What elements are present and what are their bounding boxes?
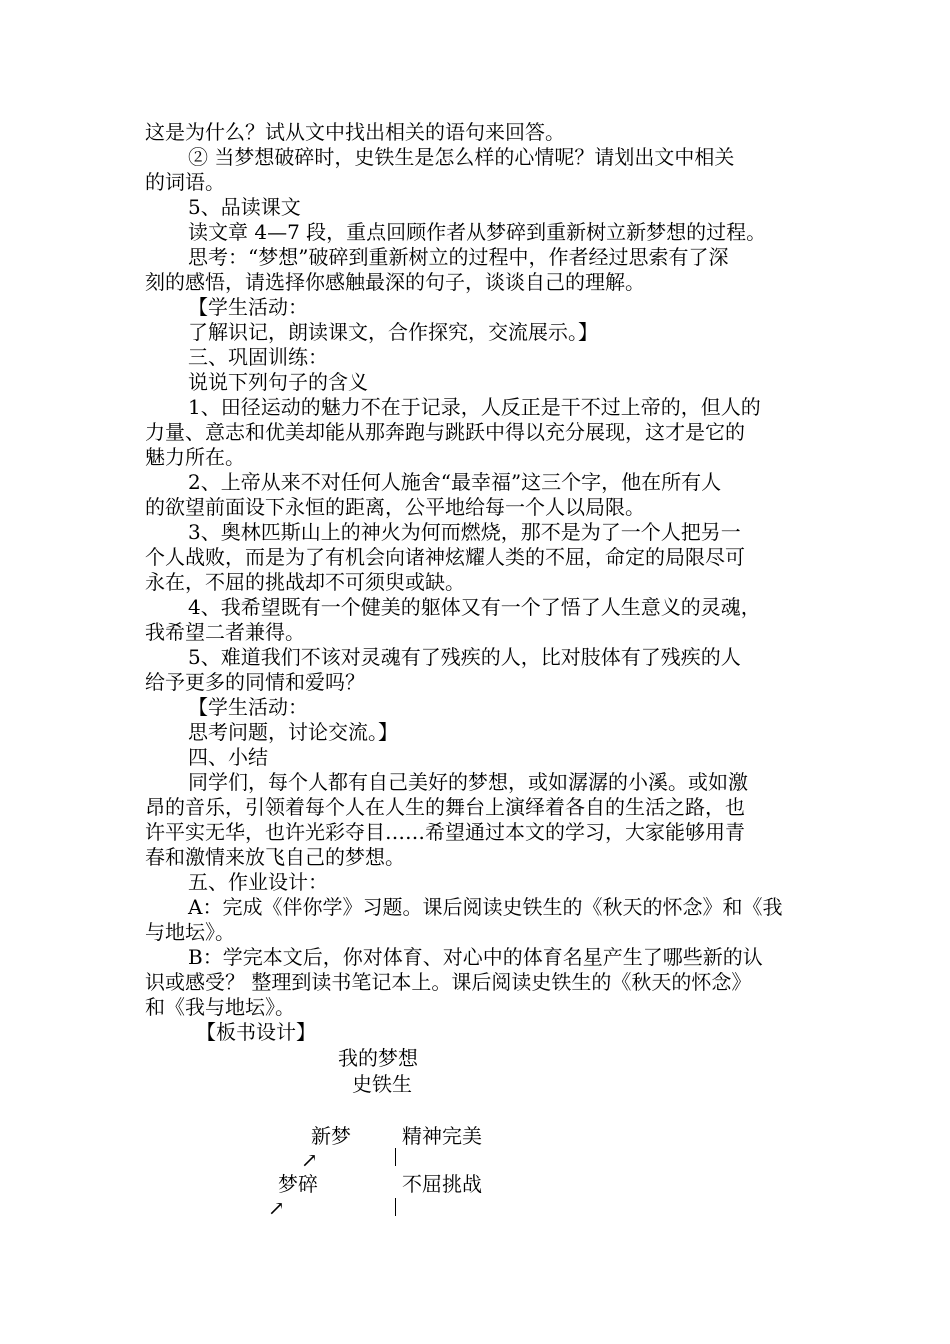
text-line: 【学生活动： xyxy=(188,695,308,719)
text-line: 四、小结 xyxy=(188,745,268,769)
board-broken-dream: 梦碎 xyxy=(278,1172,318,1196)
text-line: 魅力所在。 xyxy=(145,445,245,469)
text-line: 思考：“梦想”破碎到重新树立的过程中，作者经过思索有了深 xyxy=(188,245,729,269)
text-line: 这是为什么？试从文中找出相关的语句来回答。 xyxy=(145,120,565,144)
arrow-up-right-icon: ↗ xyxy=(301,1148,318,1172)
text-line: 五、作业设计： xyxy=(188,870,328,894)
text-line: 4、我希望既有一个健美的躯体又有一个了悟了人生意义的灵魂， xyxy=(188,595,761,619)
text-line: 同学们，每个人都有自己美好的梦想，或如潺潺的小溪。或如激 xyxy=(188,770,748,794)
text-line: 了解识记，朗读课文，合作探究，交流展示。】 xyxy=(188,320,598,344)
vertical-line-divider xyxy=(395,1198,396,1216)
text-line: ② 当梦想破碎时，史铁生是怎么样的心情呢？请划出文中相关 xyxy=(188,145,735,169)
text-line: 和《我与地坛》。 xyxy=(145,995,295,1019)
text-line: 2、上帝从来不对任何人施舍“最幸福”这三个字，他在所有人 xyxy=(188,470,722,494)
text-line: 思考问题，讨论交流。】 xyxy=(188,720,398,744)
text-line: 的词语。 xyxy=(145,170,225,194)
text-line: B：学完本文后，你对体育、对心中的体育名星产生了哪些新的认 xyxy=(188,945,763,969)
text-line: 说说下列句子的含义 xyxy=(188,370,368,394)
text-line: A：完成《伴你学》习题。课后阅读史铁生的《秋天的怀念》和《我 xyxy=(188,895,783,919)
text-line: 【板书设计】 xyxy=(196,1020,316,1044)
text-line: 读文章 4—7 段，重点回顾作者从梦碎到重新树立新梦想的过程。 xyxy=(188,220,767,244)
text-line: 与地坛》。 xyxy=(145,920,235,944)
board-unyielding: 不屈挑战 xyxy=(402,1172,482,1196)
text-line: 许平实无华，也许光彩夺目……希望通过本文的学习，大家能够用青 xyxy=(145,820,745,844)
board-new-dream: 新梦 xyxy=(311,1124,351,1148)
text-line: 1、田径运动的魅力不在于记录，人反正是干不过上帝的，但人的 xyxy=(188,395,761,419)
text-line: 春和激情来放飞自己的梦想。 xyxy=(145,845,405,869)
text-line: 我希望二者兼得。 xyxy=(145,620,305,644)
board-author: 史铁生 xyxy=(352,1072,412,1096)
text-line: 5、难道我们不该对灵魂有了残疾的人，比对肢体有了残疾的人 xyxy=(188,645,741,669)
text-line: 3、奥林匹斯山上的神火为何而燃烧，那不是为了一个人把另一 xyxy=(188,520,741,544)
text-line: 三、巩固训练： xyxy=(188,345,328,369)
text-line: 识或感受？ 整理到读书笔记本上。课后阅读史铁生的《秋天的怀念》 xyxy=(145,970,752,994)
text-line: 个人战败，而是为了有机会向诸神炫耀人类的不屈，命定的局限尽可 xyxy=(145,545,745,569)
text-line: 昂的音乐，引领着每个人在人生的舞台上演绎着各自的生活之路，也 xyxy=(145,795,745,819)
vertical-line-divider xyxy=(395,1148,396,1166)
text-line: 的欲望前面设下永恒的距离，公平地给每一个人以局限。 xyxy=(145,495,645,519)
board-spirit: 精神完美 xyxy=(402,1124,482,1148)
board-title: 我的梦想 xyxy=(338,1046,418,1070)
text-line: 5、品读课文 xyxy=(188,195,301,219)
text-line: 刻的感悟，请选择你感触最深的句子，谈谈自己的理解。 xyxy=(145,270,645,294)
text-line: 永在，不屈的挑战却不可须臾或缺。 xyxy=(145,570,465,594)
text-line: 给予更多的同情和爱吗？ xyxy=(145,670,365,694)
arrow-up-right-icon: ↗ xyxy=(268,1196,285,1220)
text-line: 力量、意志和优美却能从那奔跑与跳跃中得以充分展现，这才是它的 xyxy=(145,420,745,444)
text-line: 【学生活动： xyxy=(188,295,308,319)
